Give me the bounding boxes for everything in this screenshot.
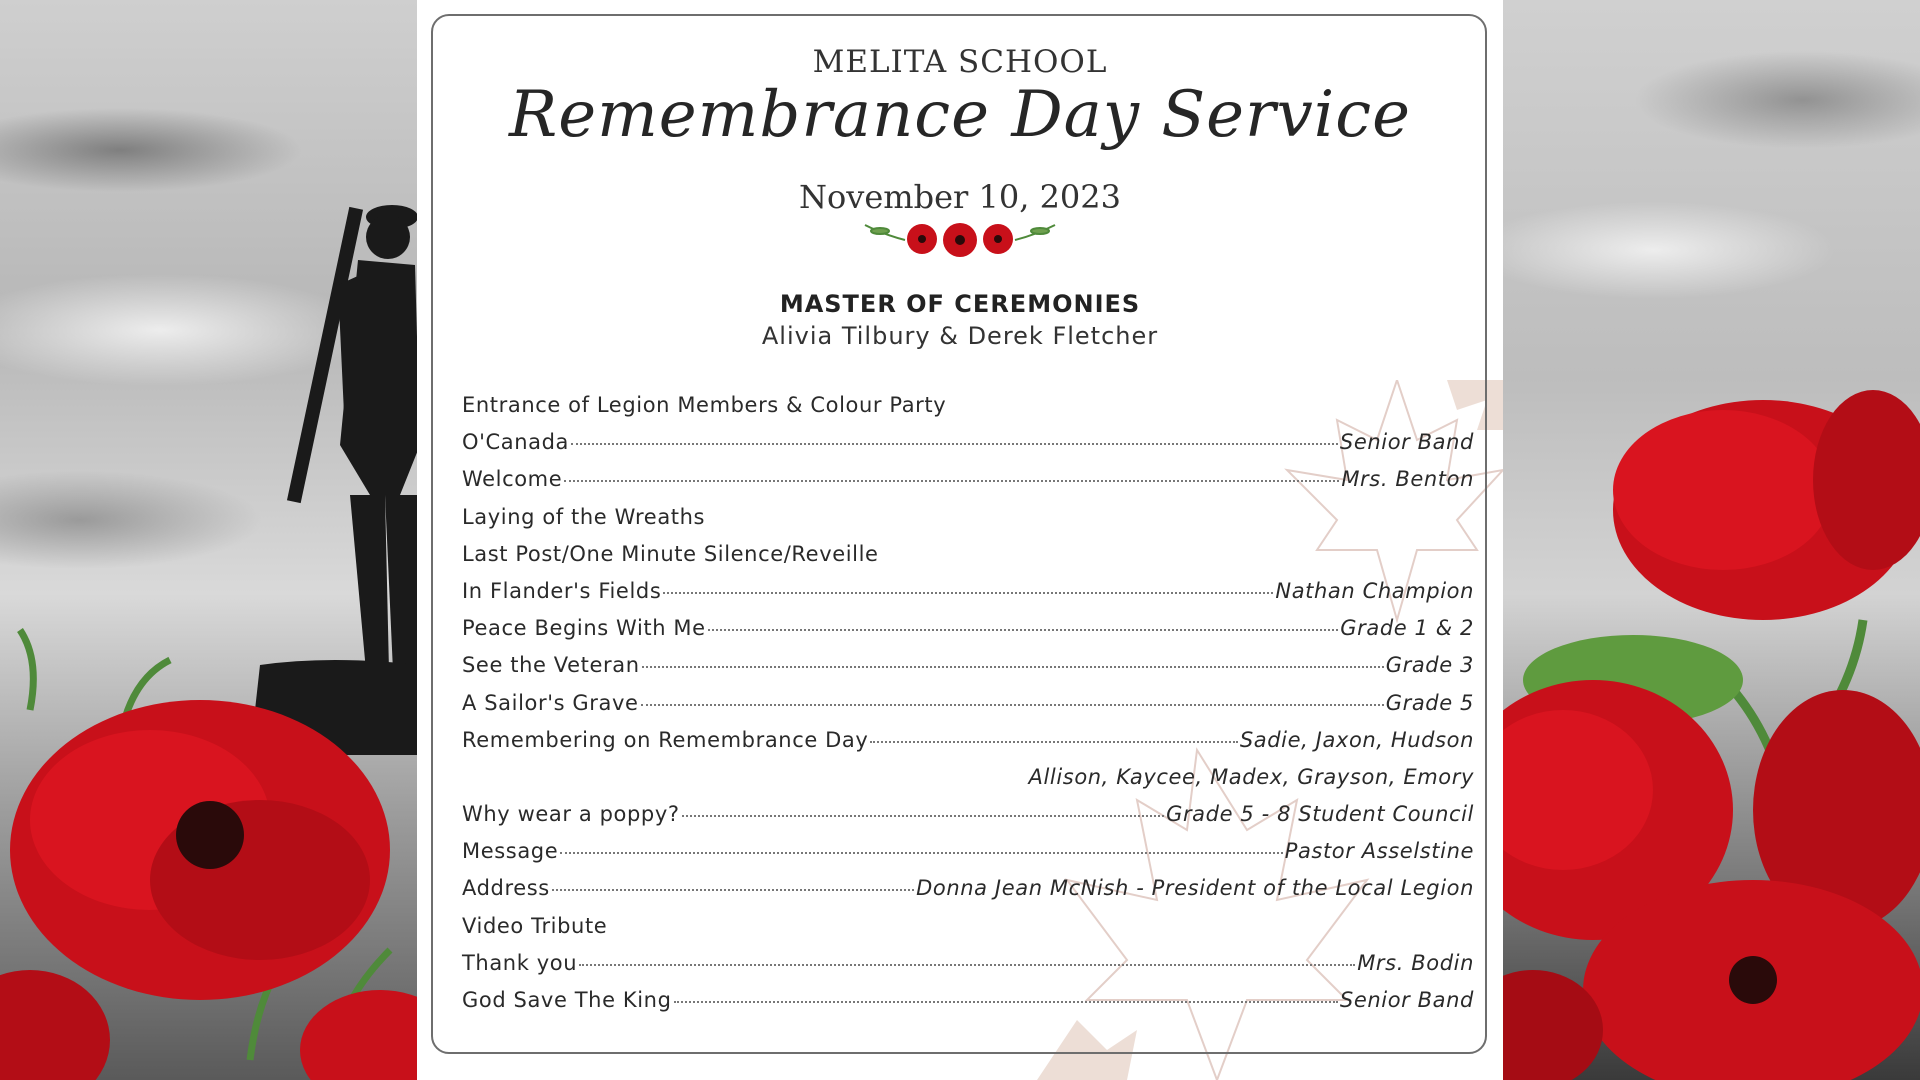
program-item [462,839,1474,876]
program-item-performer: Sadie, Jaxon, Hudson [1239,727,1474,752]
program-item-event: Message [462,839,559,864]
service-date: November 10, 2023 [798,178,1121,216]
program-item-performer: Senior Band [1339,988,1474,1012]
program-item-event: Video Tribute [462,913,608,938]
program-item-event: Address [462,876,550,901]
program-item-performer: Mrs. Bodin [1357,950,1474,975]
program-item-event: Last Post/One Minute Silence/Reveille [462,541,879,566]
dot-leader [579,964,1355,966]
mc-heading: MASTER OF CEREMONIES [779,290,1141,318]
poppy-flowers-left-icon [0,620,417,1080]
program-item [462,616,1474,653]
program-item-performer: Mrs. Benton [1341,467,1474,492]
program-item-performer: Grade 5 - 8 Student Council [1166,802,1474,827]
program-item [462,802,1474,839]
program-item [462,579,1474,616]
program-item-performer: Grade 1 & 2 [1340,616,1474,641]
program-item-performer: Grade 5 [1385,690,1474,715]
program-item-event: Entrance of Legion Members & Colour Party [462,393,947,417]
program-item-event: In Flander's Fields [462,578,662,603]
program-item-event: Welcome [462,467,563,492]
program-item [462,467,1474,504]
program-item-event: Remembering on Remembrance Day [462,727,869,752]
poppy-flowers-right-icon [1503,390,1920,1080]
dot-leader [564,480,1339,482]
program-item-performer: Senior Band [1339,430,1474,455]
program-item-event: God Save The King [462,988,672,1012]
program-item-performer: Donna Jean McNish - President of the Local Legion [916,876,1474,901]
program-item [462,505,1474,542]
program-item [462,691,1474,728]
program-item-event: Thank you [462,950,578,975]
program-item [462,430,1474,467]
program-item-event: See the Veteran [462,653,640,678]
school-name: MELITA SCHOOL [812,44,1108,80]
dot-leader [708,629,1339,631]
dot-leader [560,852,1282,854]
program-item-event: O'Canada [462,430,570,455]
program-item-event: Laying of the Wreaths [462,504,706,529]
dot-leader [674,1001,1338,1003]
program-item [462,914,1474,951]
program-item-event: Why wear a poppy? [462,802,680,827]
program-item-event: A Sailor's Grave [462,690,639,715]
background-left [0,0,417,1080]
program-item-performer: Allison, Kaycee, Madex, Grayson, Emory [1028,764,1474,789]
program-item [462,988,1474,1025]
program-item [462,653,1474,690]
program-item-event: Peace Begins With Me [462,616,706,641]
mc-names: Alivia Tilbury & Derek Fletcher [761,322,1159,350]
dot-leader [641,704,1384,706]
program-item [462,876,1474,913]
program-item [462,765,1474,802]
background-right [1503,0,1920,1080]
program-items-list [462,393,1474,1025]
service-title: Remembrance Day Service [509,78,1411,152]
program-item-performer: Nathan Champion [1275,578,1474,603]
program-card [417,0,1503,1080]
program-item [462,951,1474,988]
dot-leader [571,443,1338,445]
poppy-ornament-icon [860,215,1060,260]
dot-leader [663,592,1273,594]
dot-leader [552,889,914,891]
program-item [462,393,1474,430]
program-item [462,542,1474,579]
program-item [462,728,1474,765]
dot-leader [682,815,1164,817]
program-item-performer: Pastor Asselstine [1284,839,1474,864]
dot-leader [642,666,1384,668]
program-item-performer: Grade 3 [1385,653,1474,678]
dot-leader [870,741,1237,743]
